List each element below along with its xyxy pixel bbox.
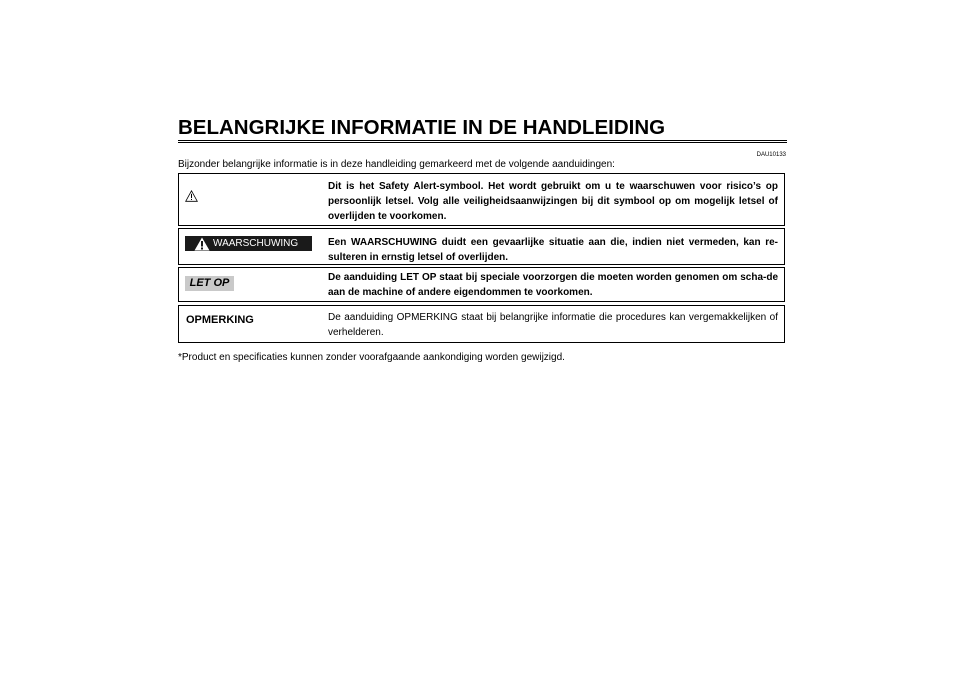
safety-alert-text: Dit is het Safety Alert-symbool. Het wordt gebruikt om u te waarschuwen voor risico’s op persoonlijk letsel. Volg alle veiligheidsaanwijzingen bij dit symbool op om mogelijk letsel of overlijden te voorkomen. [328, 181, 778, 222]
title-rule [178, 140, 787, 143]
warning-triangle-icon [194, 237, 210, 251]
opmerking-label: OPMERKING [186, 314, 254, 326]
warning-box [178, 228, 785, 265]
opmerking-box [178, 305, 785, 343]
doc-code: DAU10133 [756, 152, 786, 158]
letop-box [178, 267, 785, 302]
warning-label [185, 236, 312, 251]
warning-label-text: WAARSCHUWING [213, 238, 299, 249]
intro-text: Bijzonder belangrijke informatie is in deze handleiding gemarkeerd met de volgende aanduidingen: [178, 159, 615, 170]
warning-text: Een WAARSCHUWING duidt een gevaarlijke situatie aan die, indien niet vermeden, kan re-sulteren in ernstig letsel of overlijden. [328, 237, 778, 263]
letop-text: De aanduiding LET OP staat bij speciale voorzorgen die moeten worden genomen om scha-de aan de machine of andere eigendommen te voorkomen. [328, 272, 778, 298]
warning-triangle-icon [185, 189, 198, 207]
safety-alert-box [178, 173, 785, 226]
opmerking-text: De aanduiding OPMERKING staat bij belangrijke informatie die procedures kan vergemakkelijken of verhelderen. [328, 312, 778, 338]
page-title: BELANGRIJKE INFORMATIE IN DE HANDLEIDING [178, 116, 666, 139]
footnote: *Product en specificaties kunnen zonder voorafgaande aankondiging worden gewijzigd. [178, 352, 565, 363]
letop-label: LET OP [185, 276, 234, 291]
